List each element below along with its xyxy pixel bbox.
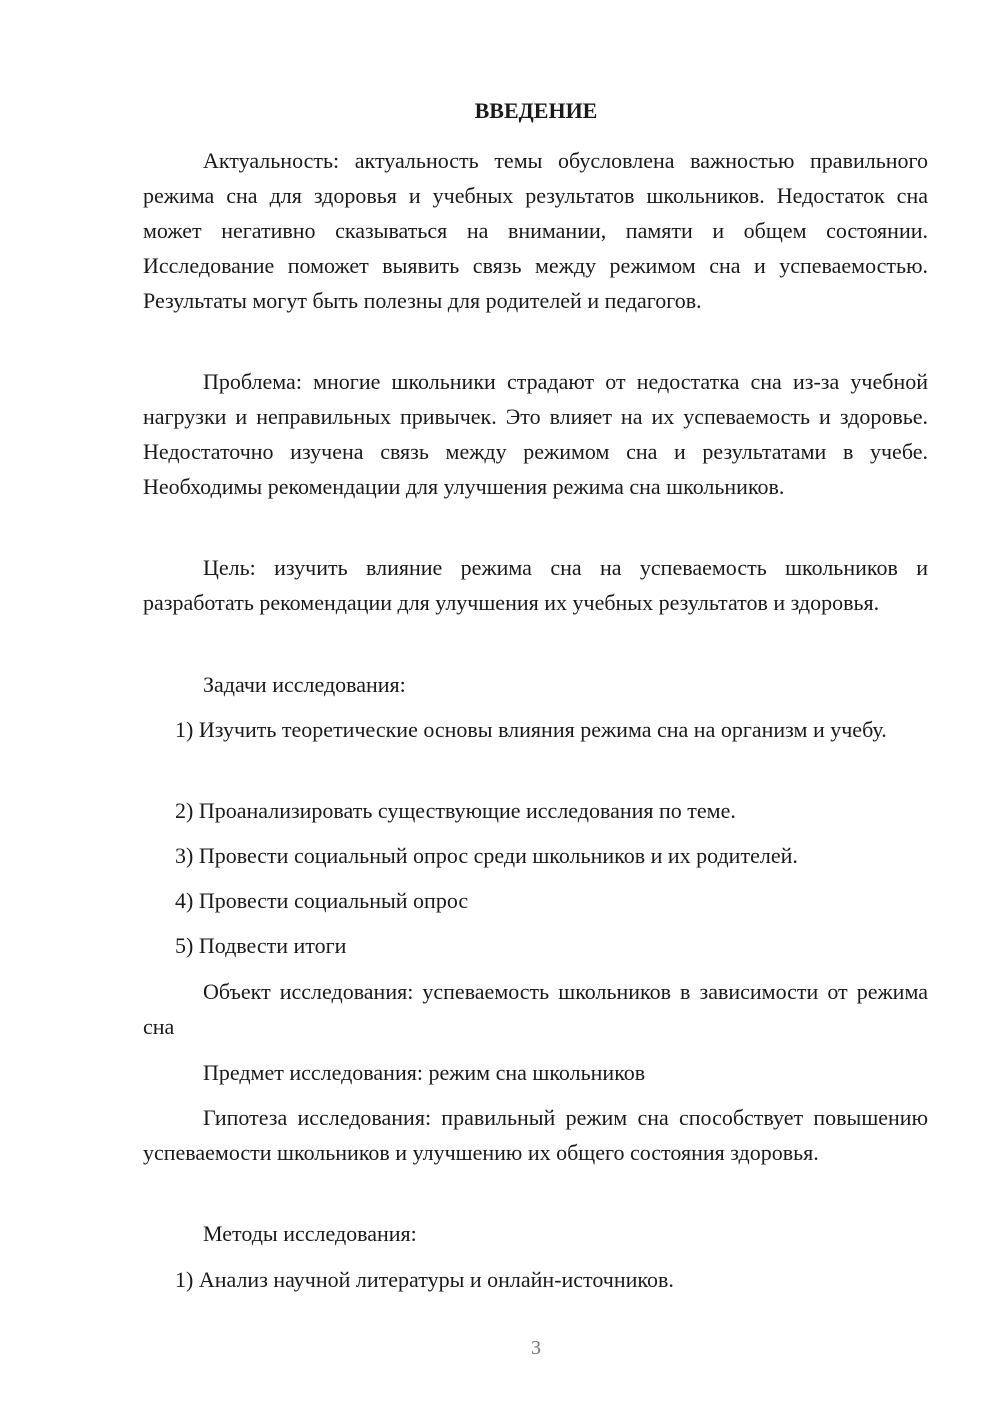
task-item: 5) Подвести итоги	[175, 933, 347, 958]
task-item: 2) Проанализировать существующие исследования по теме.	[175, 798, 736, 823]
methods-heading: Методы исследования:	[203, 1221, 417, 1246]
relevance-paragraph: Актуальность: актуальность темы обусловлена важностью правильного режима сна для здоровья и учебных результатов школьников. Недостаток сна может негативно сказываться на внимании, памяти и общем состоянии. Исследование поможет выявить связь между режимом сна и успеваемостью. Результаты могут быть полезны для родителей и педагогов.	[143, 148, 928, 313]
page-title: ВВЕДЕНИЕ	[474, 98, 598, 123]
goal-paragraph: Цель: изучить влияние режима сна на успеваемость школьников и разработать рекомендации для улучшения их учебных результатов и здоровья.	[143, 555, 928, 615]
object-paragraph: Объект исследования: успеваемость школьников в зависимости от режима сна	[143, 979, 928, 1039]
problem-paragraph: Проблема: многие школьники страдают от недостатка сна из-за учебной нагрузки и неправильных привычек. Это влияет на их успеваемость и здоровье. Недостаточно изучена связь между режимом сна и результатами в учебе. Необходимы рекомендации для улучшения режима сна школьников.	[143, 369, 928, 499]
subject-paragraph: Предмет исследования: режим сна школьников	[203, 1060, 646, 1085]
method-item: 1) Анализ научной литературы и онлайн-источников.	[175, 1267, 674, 1292]
page-number: 3	[531, 1337, 541, 1359]
hypothesis-paragraph: Гипотеза исследования: правильный режим сна способствует повышению успеваемости школьников и улучшению их общего состояния здоровья.	[143, 1105, 928, 1165]
tasks-heading: Задачи исследования:	[203, 672, 406, 697]
task-item: 4) Провести социальный опрос	[175, 888, 469, 913]
task-item: 1) Изучить теоретические основы влияния режима сна на организм и учебу.	[175, 717, 887, 742]
task-item: 3) Провести социальный опрос среди школьников и их родителей.	[175, 843, 798, 868]
